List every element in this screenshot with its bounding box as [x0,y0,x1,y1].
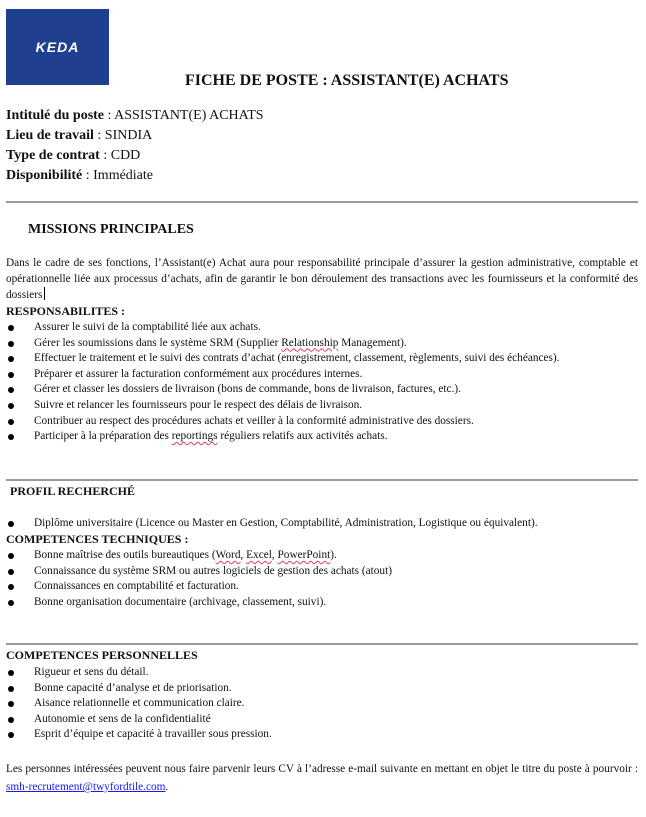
info-job-title [6,108,264,124]
list-item: Connaissance du système SRM ou autres logiciels de gestion des achats (atout) [6,564,638,580]
info-label: Intitulé du poste [6,108,105,123]
list-item: Bonne maîtrise des outils bureautiques (Word, Excel, PowerPoint). [6,548,638,564]
list-item: Gérer et classer les dossiers de livraison (bons de commande, bons de livraison, factures, etc.). [6,382,638,398]
divider [6,479,638,481]
list-item: Effectuer le traitement et le suivi des contrats d’achat (enregistrement, classement, règlements, suivi des échéances). [6,351,638,367]
logo-text: KEDA [35,39,80,55]
competences-personnelles-list [6,665,638,743]
list-item: Suivre et relancer les fournisseurs pour le respect des délais de livraison. [6,398,638,414]
info-value: : SINDIA [93,128,153,143]
list-item: Préparer et assurer la facturation conformément aux procédures internes. [6,367,638,383]
profil-heading: PROFIL RECHERCHÉ [10,484,136,498]
list-item: Connaissances en comptabilité et facturation. [6,579,638,595]
application-instructions [6,760,638,796]
responsabilites-list [6,320,638,445]
competences-techniques-heading: COMPETENCES TECHNIQUES : [6,532,189,546]
footer-text: Les personnes intéressées peuvent nous faire parvenir leurs CV à l’adresse e-mail suivante en mettant en objet le titre du poste à pourvoir : [6,763,638,775]
text-cursor [44,287,45,300]
info-label: Disponibilité [6,168,83,183]
info-label: Lieu de travail [6,128,94,143]
info-value: : ASSISTANT(E) ACHATS [104,108,264,123]
list-item: Diplôme universitaire (Licence ou Master en Gestion, Comptabilité, Administration, Logistique ou équivalent). [6,516,638,532]
list-item: Aisance relationnelle et communication claire. [6,696,638,712]
missions-heading: MISSIONS PRINCIPALES [28,222,194,237]
competences-techniques-list [6,548,638,610]
info-location [6,128,152,144]
info-availability [6,168,153,184]
info-label: Type de contrat [6,148,100,163]
list-item: Assurer le suivi de la comptabilité liée aux achats. [6,320,638,336]
divider [6,201,638,203]
missions-intro-text: Dans le cadre de ses fonctions, l’Assistant(e) Achat aura pour responsabilité principale d’assurer la gestion administrative, comptable et opérationnelle liée aux processus d’achats, afin de garantir le bon déroulement des transactions avec les fournisseurs et la conformité des dossiers [6,257,638,301]
missions-intro [6,256,638,304]
contact-email-link[interactable]: smh-recrutement@twyfordtile.com [6,781,166,793]
divider [6,643,638,645]
responsabilites-heading: RESPONSABILITES : [6,304,126,318]
list-item: Bonne organisation documentaire (archivage, classement, suivi). [6,595,638,611]
company-logo [6,9,109,85]
info-value: : Immédiate [82,168,154,183]
list-item: Autonomie et sens de la confidentialité [6,712,638,728]
list-item: Contribuer au respect des procédures achats et veiller à la conformité administrative des dossiers. [6,414,638,430]
list-item: Esprit d’équipe et capacité à travailler sous pression. [6,727,638,743]
info-contract-type [6,148,140,164]
list-item: Participer à la préparation des reportings réguliers relatifs aux activités achats. [6,429,638,445]
list-item: Bonne capacité d’analyse et de priorisation. [6,681,638,697]
list-item: Rigueur et sens du détail. [6,665,638,681]
footer-end: . [165,781,169,793]
list-item: Gérer les soumissions dans le système SRM (Supplier Relationship Management). [6,336,638,352]
info-value: : CDD [99,148,141,163]
competences-personnelles-heading: COMPETENCES PERSONNELLES [6,648,198,662]
profil-list [6,516,638,532]
page-title: FICHE DE POSTE : ASSISTANT(E) ACHATS [185,72,509,89]
